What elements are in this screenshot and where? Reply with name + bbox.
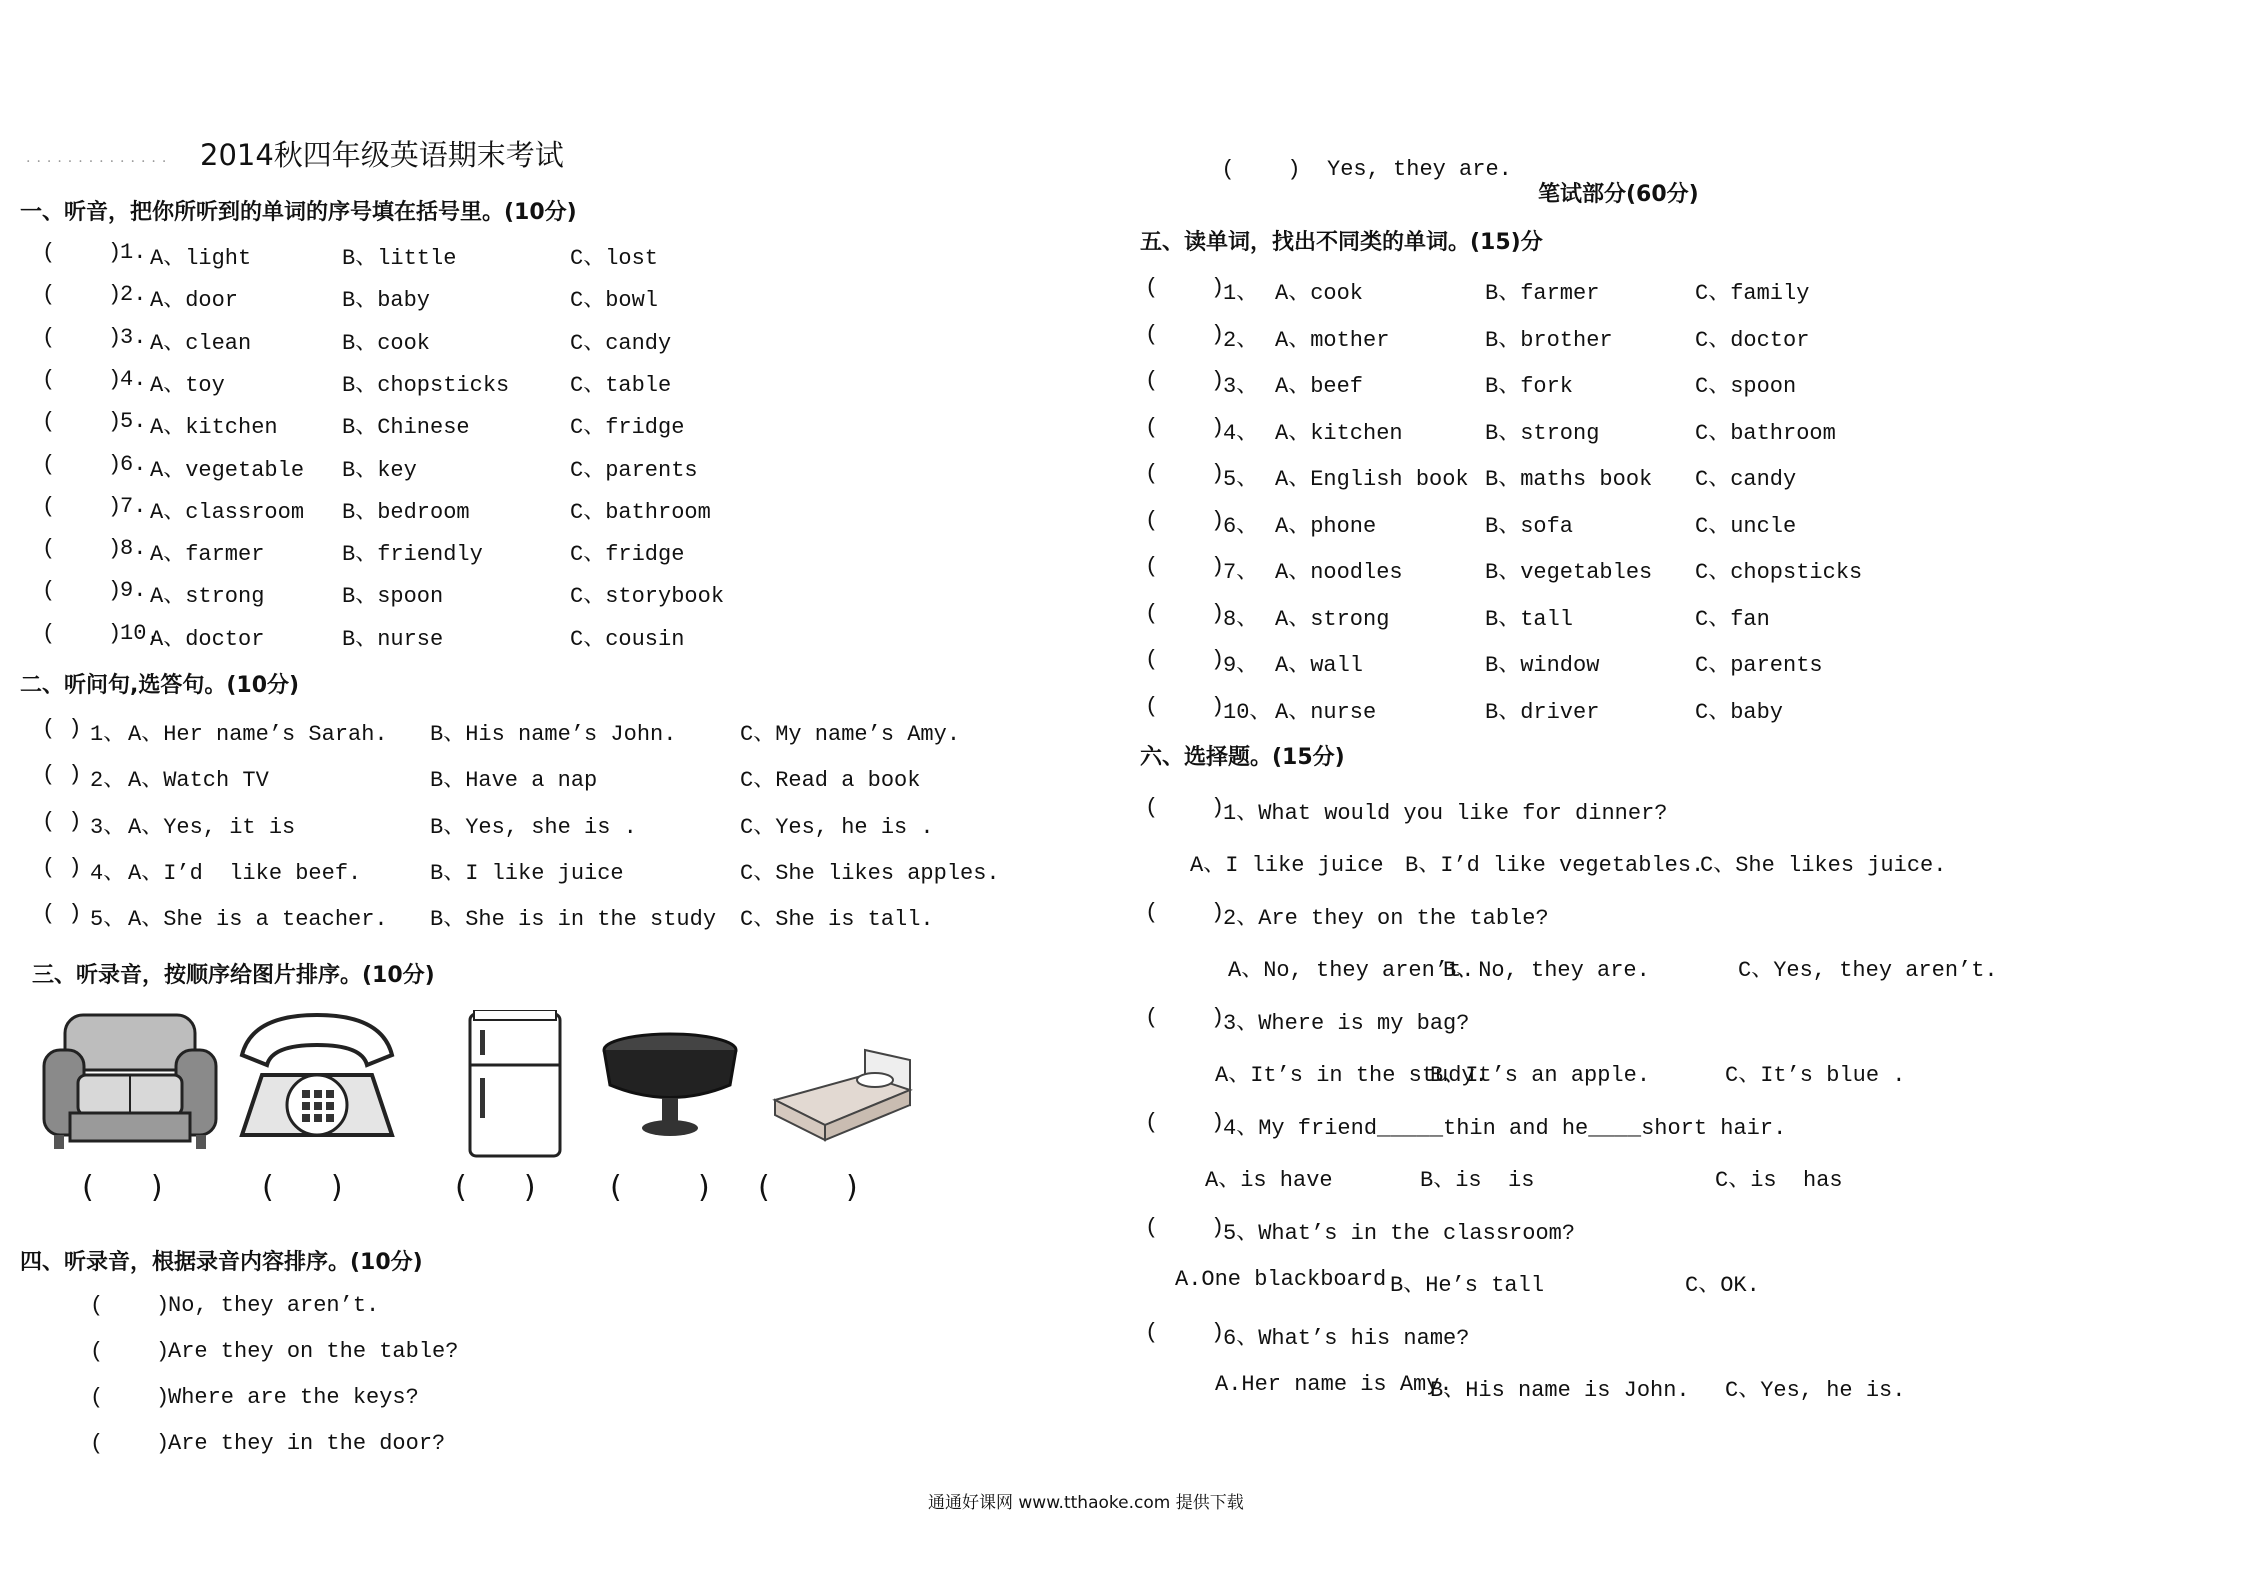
option-b: B、His name is John. (1430, 1378, 1690, 1403)
sentence-text: Where are the keys? (168, 1385, 419, 1410)
option-a: A、strong (1275, 606, 1390, 632)
question-text: 6、What’s his name? (1223, 1326, 1470, 1351)
question-number: 3. (120, 324, 147, 350)
option-c: C、baby (1695, 699, 1784, 725)
question-number: 4、 (90, 860, 126, 886)
option-b: B、key (342, 457, 417, 483)
question-number: 2. (120, 282, 147, 308)
question-text: 1、What would you like for dinner? (1223, 801, 1668, 826)
option-c: C、table (570, 372, 672, 398)
option-a: A、farmer (150, 542, 265, 568)
option-b: B、His name’s John. (430, 722, 677, 747)
picture-answer-5[interactable]: ( ) (758, 1170, 858, 1205)
question-number: 4、 (1223, 420, 1259, 446)
answer-paren[interactable]: ( ) (1145, 795, 1225, 820)
picture-answer-4[interactable]: ( ) (610, 1170, 710, 1205)
question-number: 10、 (1223, 699, 1272, 725)
sentence-text: Are they on the table? (168, 1339, 459, 1364)
answer-paren[interactable]: ( ) (1145, 647, 1225, 672)
option-c: C、bathroom (570, 499, 711, 525)
question-number: 4. (120, 366, 147, 392)
option-c: C、parents (1695, 653, 1823, 678)
option-a: A、toy (150, 372, 225, 398)
answer-paren[interactable]: ( ) (42, 493, 122, 519)
written-part-heading: 笔试部分(60分) (1538, 182, 1699, 207)
option-c: C、OK. (1685, 1273, 1760, 1298)
question-number: 10. (120, 620, 160, 646)
option-a: A、Watch TV (128, 768, 269, 794)
section-4-heading: 四、听录音，根据录音内容排序。(10分) (20, 1250, 423, 1275)
option-a: A、door (150, 288, 239, 314)
option-c: C、uncle (1695, 513, 1797, 539)
question-number: 1. (120, 240, 147, 265)
answer-paren[interactable]: ( ) (42, 762, 82, 788)
option-b: B、fork (1485, 374, 1574, 399)
option-b: B、cook (342, 330, 431, 356)
option-c: C、is has (1715, 1168, 1843, 1193)
telephone-icon (232, 1005, 402, 1159)
option-b: B、window (1485, 653, 1600, 678)
option-b: B、driver (1485, 699, 1600, 725)
option-a: A、No, they aren’t. (1228, 958, 1475, 983)
option-b: B、chopsticks (342, 372, 510, 398)
option-c: C、bowl (570, 288, 659, 314)
answer-paren[interactable]: ( ) (42, 451, 122, 477)
footer: 通通好课网 www.tthaoke.com 提供下载 (928, 1493, 1244, 1513)
option-a: A、phone (1275, 513, 1377, 539)
answer-paren[interactable]: ( ) (1145, 461, 1225, 486)
answer-paren[interactable]: ( ) (42, 578, 122, 604)
question-number: 3、 (1223, 374, 1259, 399)
option-c: C、She is tall. (740, 907, 934, 933)
option-b: B、little (342, 246, 457, 271)
answer-paren[interactable]: ( ) (42, 409, 122, 435)
sentence-text: Yes, they are. (1327, 157, 1512, 182)
answer-paren[interactable]: ( ) (42, 366, 122, 392)
bed-icon (770, 1045, 915, 1149)
option-c: C、cousin (570, 626, 685, 652)
option-a: A、light (150, 246, 252, 271)
option-b: B、Yes, she is . (430, 814, 637, 840)
answer-paren[interactable]: ( ) (42, 536, 122, 562)
option-a: A、noodles (1275, 560, 1403, 585)
answer-paren[interactable]: ( ) (42, 808, 82, 834)
answer-paren[interactable]: ( ) (1145, 1005, 1225, 1030)
fridge-icon (460, 1010, 570, 1164)
answer-paren[interactable]: ( ) (1145, 900, 1225, 925)
option-c: C、fridge (570, 542, 685, 568)
question-number: 9、 (1223, 653, 1259, 678)
question-number: 2、 (1223, 327, 1259, 353)
answer-paren[interactable]: ( ) (1145, 554, 1225, 579)
option-a: A、I like juice (1190, 853, 1384, 878)
option-c: C、storybook (570, 584, 725, 610)
question-text: 3、Where is my bag? (1223, 1011, 1470, 1036)
option-a: A、classroom (150, 499, 305, 525)
question-number: 5. (120, 409, 147, 435)
answer-paren[interactable]: ( ) (1145, 414, 1225, 440)
question-number: 3、 (90, 814, 126, 840)
option-b: B、friendly (342, 542, 483, 568)
question-number: 8. (120, 536, 147, 562)
option-a: A、mother (1275, 327, 1390, 353)
option-c: C、parents (570, 457, 698, 483)
answer-paren[interactable]: ( ) (1221, 157, 1301, 182)
question-text: 4、My friend_____thin and he____short hair. (1223, 1116, 1787, 1141)
option-a: A、English book (1275, 467, 1469, 492)
option-a: A、strong (150, 584, 265, 610)
question-number: 7. (120, 493, 147, 519)
option-a: A.One blackboard (1175, 1267, 1387, 1292)
answer-paren[interactable]: ( ) (1145, 600, 1225, 626)
question-text: 2、Are they on the table? (1223, 906, 1549, 931)
option-b: B、sofa (1485, 513, 1574, 539)
option-c: C、chopsticks (1695, 560, 1863, 585)
answer-paren[interactable]: ( ) (1145, 275, 1225, 300)
answer-paren[interactable]: ( ) (90, 1293, 170, 1318)
answer-paren[interactable]: ( ) (42, 716, 82, 741)
option-b: B、nurse (342, 626, 444, 652)
option-a: A、wall (1275, 653, 1364, 678)
question-number: 5、 (1223, 467, 1259, 492)
option-b: B、No, they are. (1443, 958, 1650, 983)
option-c: C、Yes, he is. (1725, 1378, 1906, 1403)
option-b: B、farmer (1485, 281, 1600, 306)
option-c: C、It’s blue . (1725, 1063, 1906, 1088)
option-c: C、candy (1695, 467, 1797, 492)
answer-paren[interactable]: ( ) (1145, 321, 1225, 347)
section-6-heading: 六、选择题。(15分) (1140, 745, 1345, 770)
page-title: 2014秋四年级英语期末考试 (200, 138, 564, 172)
option-c: C、bathroom (1695, 420, 1836, 446)
sentence-text: No, they aren’t. (168, 1293, 380, 1318)
section-5-heading: 五、读单词，找出不同类的单词。(15)分 (1140, 230, 1543, 255)
option-a: A、kitchen (150, 415, 278, 441)
option-a: A、beef (1275, 374, 1364, 399)
option-b: B、baby (342, 288, 431, 314)
section-4-continued-row (1195, 132, 1512, 182)
option-a: A、She is a teacher. (128, 907, 388, 933)
picture-answer-3[interactable]: ( ) (455, 1170, 536, 1205)
option-b: B、maths book (1485, 467, 1653, 492)
answer-paren[interactable]: ( ) (42, 854, 82, 880)
option-a: A、Yes, it is (128, 814, 296, 840)
question-text: 5、What’s in the classroom? (1223, 1221, 1576, 1246)
answer-paren[interactable]: ( ) (1145, 1215, 1225, 1240)
question-number: 8、 (1223, 606, 1259, 632)
option-a: A、clean (150, 330, 252, 356)
option-c: C、Read a book (740, 768, 921, 794)
section-2-heading: 二、听问句,选答句。(10分) (20, 673, 300, 698)
table-icon (600, 1030, 740, 1144)
option-b: B、bedroom (342, 499, 470, 525)
answer-paren[interactable]: ( ) (42, 620, 122, 646)
section-3-heading: 三、听录音，按顺序给图片排序。(10分) (32, 963, 435, 988)
option-b: B、strong (1485, 420, 1600, 446)
option-a: A、nurse (1275, 699, 1377, 725)
question-number: 1、 (1223, 281, 1259, 306)
option-c: C、doctor (1695, 327, 1810, 353)
option-c: C、My name’s Amy. (740, 722, 961, 747)
option-b: B、tall (1485, 606, 1574, 632)
question-number: 1、 (90, 722, 126, 747)
picture-answer-1[interactable]: ( ) (82, 1170, 163, 1205)
picture-answer-2[interactable]: ( ) (262, 1170, 343, 1205)
answer-paren[interactable]: ( ) (42, 240, 122, 265)
option-a: A、vegetable (150, 457, 305, 483)
sentence-text: Are they in the door? (168, 1431, 446, 1456)
option-b: B、Chinese (342, 415, 470, 441)
option-a: A、I’d like beef. (128, 860, 362, 886)
option-a: A、is have (1205, 1168, 1333, 1193)
answer-paren[interactable]: ( ) (1145, 1110, 1225, 1135)
answer-paren[interactable]: ( ) (90, 1339, 170, 1364)
option-c: C、fan (1695, 606, 1770, 632)
option-c: C、Yes, he is . (740, 814, 934, 840)
answer-paren[interactable]: ( ) (1145, 368, 1225, 393)
option-c: C、She likes apples. (740, 860, 1000, 886)
option-b: B、vegetables (1485, 560, 1653, 585)
answer-paren[interactable]: ( ) (42, 901, 82, 927)
question-number: 5、 (90, 907, 126, 933)
option-a: A、doctor (150, 626, 265, 652)
answer-paren[interactable]: ( ) (90, 1431, 170, 1456)
option-a: A.Her name is Amy. (1215, 1372, 1453, 1397)
title-leader-dots: .............. (26, 150, 173, 166)
option-b: B、It’s an apple. (1430, 1063, 1651, 1088)
option-c: C、She likes juice. (1700, 853, 1947, 878)
option-a: A、kitchen (1275, 420, 1403, 446)
option-c: C、family (1695, 281, 1810, 306)
option-c: C、lost (570, 246, 659, 271)
option-c: C、fridge (570, 415, 685, 441)
question-number: 7、 (1223, 560, 1259, 585)
option-c: C、candy (570, 330, 672, 356)
option-c: C、Yes, they aren’t. (1738, 958, 1998, 983)
option-a: A、It’s in the study. (1215, 1063, 1488, 1088)
answer-paren[interactable]: ( ) (42, 324, 122, 350)
option-b: B、brother (1485, 327, 1613, 353)
question-number: 6. (120, 451, 147, 477)
answer-paren[interactable]: ( ) (1145, 507, 1225, 533)
answer-paren[interactable]: ( ) (90, 1385, 170, 1410)
question-number: 6、 (1223, 513, 1259, 539)
option-b: B、I’d like vegetables. (1405, 853, 1705, 878)
answer-paren[interactable]: ( ) (42, 282, 122, 308)
option-b: B、He’s tall (1390, 1273, 1545, 1298)
answer-paren[interactable]: ( ) (1145, 693, 1225, 719)
answer-paren[interactable]: ( ) (1145, 1320, 1225, 1345)
option-b: B、spoon (342, 584, 444, 610)
option-b: B、She is in the study (430, 907, 717, 933)
question-number: 9. (120, 578, 147, 604)
option-a: A、Her name’s Sarah. (128, 722, 388, 747)
option-a: A、cook (1275, 281, 1364, 306)
section-1-heading: 一、听音，把你所听到的单词的序号填在括号里。(10分) (20, 200, 577, 225)
sofa-icon (40, 1005, 220, 1159)
question-number: 2、 (90, 768, 126, 794)
option-b: B、is is (1420, 1168, 1535, 1193)
option-c: C、spoon (1695, 374, 1797, 399)
option-b: B、Have a nap (430, 768, 598, 794)
option-b: B、I like juice (430, 860, 624, 886)
